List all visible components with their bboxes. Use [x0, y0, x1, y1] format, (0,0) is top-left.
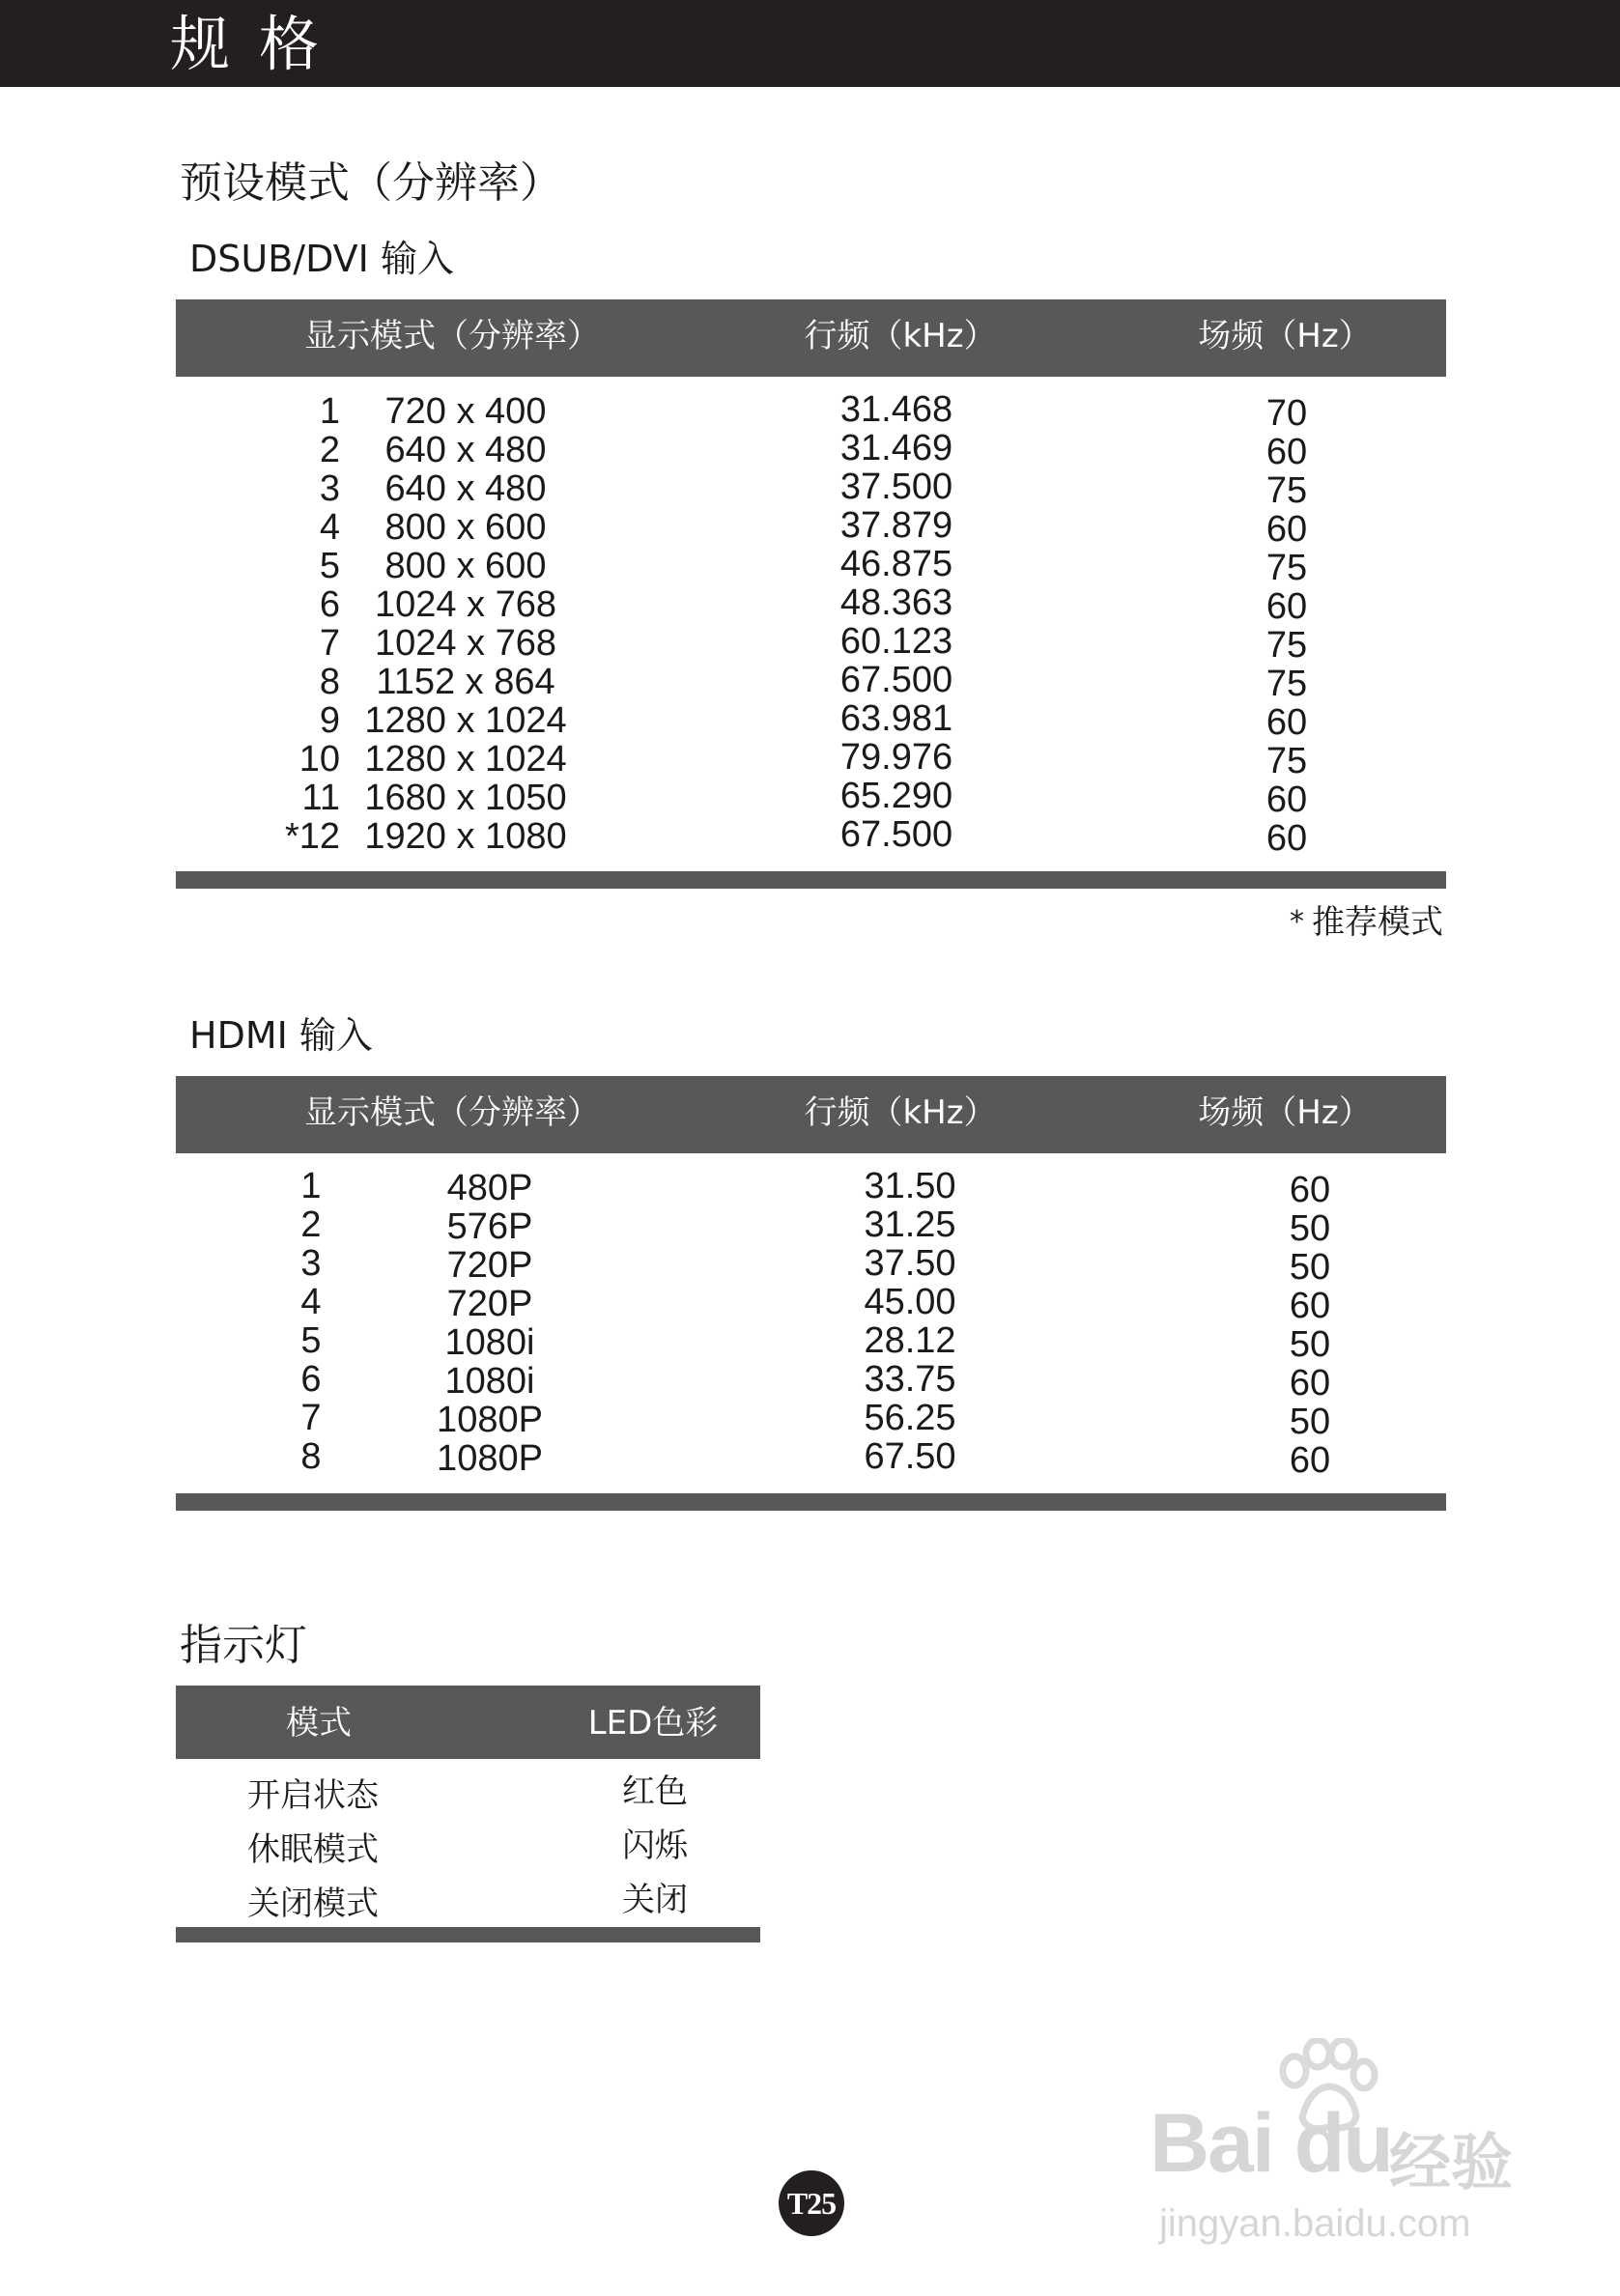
dsub-row-vfreq: 70 — [1265, 393, 1308, 434]
indicator-table-header — [176, 1686, 760, 1759]
indicator-header-color: LED色彩 — [587, 1704, 719, 1743]
hdmi-row-no: 5 — [300, 1320, 322, 1361]
dsub-row-no: 3 — [319, 468, 340, 509]
dsub-table-header — [176, 299, 1446, 377]
dsub-row-hfreq: 65.290 — [839, 776, 953, 816]
dsub-row-vfreq: 60 — [1265, 586, 1308, 627]
dsub-row-resolution: 1680 x 1050 — [364, 778, 567, 818]
dsub-table — [176, 299, 1446, 891]
page-number-badge: T25 — [779, 2170, 844, 2236]
hdmi-row-vfreq: 50 — [1289, 1324, 1331, 1365]
dsub-row-hfreq: 67.500 — [839, 814, 953, 855]
hdmi-row-vfreq: 50 — [1289, 1208, 1331, 1249]
dsub-row-hfreq: 31.468 — [839, 389, 953, 430]
dsub-row-resolution: 720 x 400 — [384, 391, 547, 432]
dsub-row-no: 1 — [319, 391, 340, 432]
dsub-row-resolution: 800 x 600 — [384, 507, 547, 548]
dsub-col-vfreq — [1266, 394, 1307, 858]
indicator-row-color: 红色 — [622, 1772, 688, 1811]
hdmi-row-vfreq: 50 — [1289, 1402, 1331, 1442]
hdmi-row-no: 7 — [300, 1398, 322, 1438]
hdmi-row-hfreq: 31.50 — [864, 1166, 956, 1206]
dsub-row-resolution: 640 x 480 — [384, 468, 547, 509]
dsub-row-hfreq: 31.469 — [839, 428, 953, 468]
hdmi-col-resolution — [437, 1169, 543, 1478]
hdmi-row-no: 2 — [300, 1205, 322, 1245]
hdmi-row-resolution: 1080i — [444, 1361, 535, 1402]
dsub-row-no: 9 — [319, 700, 340, 741]
dsub-row-vfreq: 75 — [1265, 741, 1308, 781]
dsub-header-mode: 显示模式（分辨率） — [304, 317, 600, 355]
hdmi-row-resolution: 720P — [446, 1284, 533, 1324]
dsub-row-resolution: 1920 x 1080 — [364, 816, 567, 857]
dsub-row-no: 11 — [301, 778, 340, 818]
dsub-row-hfreq: 48.363 — [839, 582, 953, 623]
indicator-header-mode: 模式 — [286, 1704, 352, 1743]
dsub-col-hfreq — [840, 390, 952, 854]
hdmi-col-vfreq — [1290, 1171, 1330, 1480]
hdmi-row-resolution: 720P — [446, 1245, 533, 1286]
dsub-row-vfreq: 60 — [1265, 702, 1308, 743]
indicator-row-mode: 开启状态 — [247, 1776, 379, 1815]
page-title: 规格 — [170, 9, 349, 79]
dsub-row-vfreq: 60 — [1265, 780, 1308, 820]
hdmi-row-resolution: 1080P — [437, 1438, 543, 1479]
dsub-row-resolution: 1024 x 768 — [374, 623, 557, 664]
baidu-watermark — [1150, 2038, 1536, 2260]
preset-section-title: 预设模式（分辨率） — [180, 158, 562, 208]
dsub-row-hfreq: 37.879 — [839, 505, 953, 546]
hdmi-row-vfreq: 60 — [1289, 1440, 1331, 1481]
hdmi-row-no: 4 — [300, 1282, 322, 1322]
dsub-row-no: 10 — [298, 739, 340, 780]
dsub-row-hfreq: 79.976 — [839, 737, 953, 778]
dsub-row-hfreq: 46.875 — [839, 544, 953, 584]
dsub-row-vfreq: 60 — [1265, 432, 1308, 472]
indicator-row-mode: 休眠模式 — [247, 1830, 379, 1869]
dsub-row-vfreq: 60 — [1265, 509, 1308, 550]
dsub-row-resolution: 1024 x 768 — [374, 584, 557, 625]
hdmi-row-vfreq: 60 — [1289, 1363, 1331, 1403]
indicator-table-footer — [176, 1927, 760, 1942]
dsub-row-no: 6 — [319, 584, 340, 625]
hdmi-row-hfreq: 31.25 — [864, 1205, 956, 1245]
watermark-brand-cn: 经验 — [1389, 2128, 1513, 2197]
hdmi-row-hfreq: 37.50 — [864, 1243, 956, 1284]
dsub-col-number — [214, 392, 340, 856]
hdmi-row-vfreq: 50 — [1289, 1247, 1331, 1288]
indicator-table — [176, 1686, 760, 1944]
dsub-row-vfreq: 75 — [1265, 470, 1308, 511]
indicator-row-color: 闪烁 — [622, 1827, 688, 1865]
dsub-caption: DSUB/DVI 输入 — [189, 238, 454, 280]
hdmi-row-resolution: 1080P — [437, 1400, 543, 1440]
dsub-row-hfreq: 67.500 — [839, 660, 953, 700]
dsub-row-resolution: 1152 x 864 — [376, 662, 555, 702]
hdmi-row-hfreq: 33.75 — [864, 1359, 956, 1400]
hdmi-row-resolution: 1080i — [444, 1322, 535, 1363]
watermark-url: jingyan.baidu.com — [1159, 2202, 1471, 2245]
hdmi-row-hfreq: 45.00 — [864, 1282, 956, 1322]
dsub-row-resolution: 1280 x 1024 — [364, 739, 567, 780]
indicator-section-title: 指示灯 — [180, 1621, 307, 1670]
dsub-row-vfreq: 75 — [1265, 548, 1308, 588]
hdmi-col-hfreq — [864, 1167, 955, 1476]
dsub-row-no: 8 — [319, 662, 340, 702]
indicator-col-color — [622, 1765, 688, 1927]
dsub-col-resolution — [364, 392, 566, 856]
dsub-row-hfreq: 60.123 — [839, 621, 953, 662]
recommended-asterisk: * — [1290, 905, 1304, 939]
dsub-row-vfreq: 60 — [1265, 818, 1308, 859]
hdmi-row-hfreq: 28.12 — [864, 1320, 956, 1361]
dsub-row-no: 5 — [319, 546, 340, 586]
hdmi-row-hfreq: 67.50 — [864, 1436, 956, 1477]
dsub-row-hfreq: 37.500 — [839, 467, 953, 507]
hdmi-row-vfreq: 60 — [1289, 1170, 1331, 1210]
dsub-row-resolution: 1280 x 1024 — [364, 700, 567, 741]
hdmi-header-mode: 显示模式（分辨率） — [304, 1093, 600, 1132]
dsub-row-hfreq: 63.981 — [839, 698, 953, 739]
indicator-row-color: 关闭 — [622, 1881, 688, 1919]
hdmi-header-vfreq: 场频（Hz） — [1198, 1093, 1372, 1132]
dsub-header-hfreq: 行频（kHz） — [804, 317, 997, 355]
dsub-row-vfreq: 75 — [1265, 664, 1308, 704]
header-bar — [0, 0, 1620, 87]
hdmi-col-number — [300, 1167, 321, 1476]
hdmi-table — [176, 1076, 1446, 1513]
hdmi-row-hfreq: 56.25 — [864, 1398, 956, 1438]
recommended-note — [1290, 901, 1443, 944]
dsub-row-no: 4 — [319, 507, 340, 548]
hdmi-table-header — [176, 1076, 1446, 1153]
hdmi-row-no: 1 — [300, 1166, 322, 1206]
watermark-brand: Bai du — [1150, 2097, 1392, 2190]
dsub-row-vfreq: 75 — [1265, 625, 1308, 666]
hdmi-row-no: 3 — [300, 1243, 322, 1284]
hdmi-row-no: 8 — [300, 1436, 322, 1477]
recommended-text: 推荐模式 — [1312, 903, 1443, 942]
dsub-row-no: 7 — [319, 623, 340, 664]
dsub-table-footer — [176, 871, 1446, 889]
dsub-row-resolution: 800 x 600 — [384, 546, 547, 586]
dsub-header-vfreq: 场频（Hz） — [1198, 317, 1372, 355]
hdmi-row-no: 6 — [300, 1359, 322, 1400]
dsub-row-resolution: 640 x 480 — [384, 430, 547, 470]
hdmi-row-resolution: 576P — [446, 1206, 533, 1247]
hdmi-row-vfreq: 60 — [1289, 1286, 1331, 1326]
dsub-row-no: 2 — [319, 430, 340, 470]
indicator-row-mode: 关闭模式 — [247, 1885, 379, 1923]
hdmi-caption: HDMI 输入 — [189, 1014, 373, 1057]
indicator-col-mode — [247, 1769, 379, 1931]
hdmi-table-footer — [176, 1493, 1446, 1511]
hdmi-header-hfreq: 行频（kHz） — [804, 1093, 997, 1132]
hdmi-row-resolution: 480P — [446, 1168, 533, 1208]
dsub-row-no: *12 — [284, 816, 340, 857]
